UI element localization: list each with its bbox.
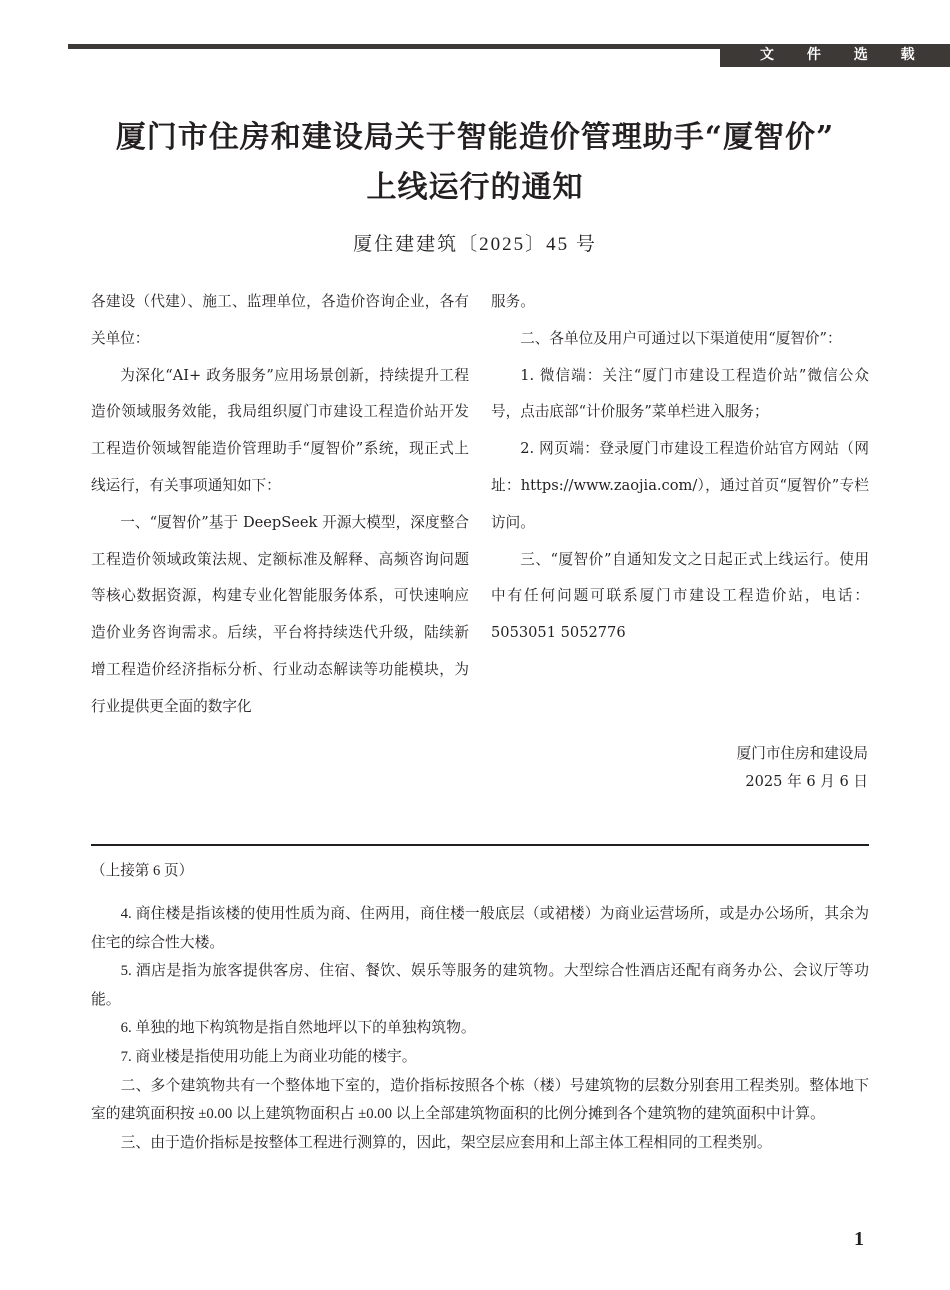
section-divider xyxy=(91,844,869,846)
section-two-paragraph: 二、各单位及用户可通过以下渠道使用“厦智价”： xyxy=(520,329,842,347)
continuation-body xyxy=(91,900,869,1157)
header-rule xyxy=(68,44,728,49)
continuation-paragraph: 6. 单独的地下构筑物是指自然地坪以下的单独构筑物。 xyxy=(120,1020,476,1037)
section-three-paragraph: 三、“厦智价”自通知发文之日起正式上线运行。使用中有任何问题可联系厦门市建设工程造价站，电话：5053051 5052776 xyxy=(491,550,869,642)
continuation-note: （上接第 6 页） xyxy=(91,863,194,879)
wechat-channel-paragraph: 1. 微信端：关注“厦门市建设工程造价站”微信公众号，点击底部“计价服务”菜单栏进入服务； xyxy=(491,366,869,421)
addressee: 各建设（代建）、施工、监理单位，各造价咨询企业，各有关单位： xyxy=(91,293,469,347)
continuation-paragraph: 5. 酒店是指为旅客提供客房、住宿、餐饮、娱乐等服务的建筑物。大型综合性酒店还配有商务办公、会议厅等功能。 xyxy=(91,963,869,1008)
right-column xyxy=(491,284,869,652)
intro-paragraph: 为深化“AI+ 政务服务”应用场景创新，持续提升工程造价领域服务效能，我局组织厦门市建设工程造价站开发工程造价领域智能造价管理助手“厦智价”系统，现正式上线运行，有关事项通知如下： xyxy=(91,366,469,494)
signature-date: 2025 年 6 月 6 日 xyxy=(745,773,868,790)
document-title-line1: 厦门市住房和建设局关于智能造价管理助手“厦智价” xyxy=(115,120,835,155)
section-one-paragraph: 一、“厦智价”基于 DeepSeek 开源大模型，深度整合工程造价领域政策法规、定额标准及解释、高频咨询问题等核心数据资源，构建专业化智能服务体系，可快速响应造价业务咨询需求。后续，平台将持续迭代升级，陆续新增工程造价经济指标分析、行业动态解读等功能模块，为行业提供更全面的数字化 xyxy=(91,513,469,715)
page-number: 1 xyxy=(854,1228,864,1250)
left-column xyxy=(91,284,469,726)
document-number: 厦住建建筑〔2025〕45 号 xyxy=(353,234,597,255)
continuation-paragraph: 二、多个建筑物共有一个整体地下室的，造价指标按照各个栋（楼）号建筑物的层数分别套用工程类别。整体地下室的建筑面积按 ±0.00 以上建筑物面积占 ±0.00 以上全部建筑物面积的比例分摊到各个建筑物的建筑面积中计算。 xyxy=(91,1077,869,1123)
web-channel-paragraph: 2. 网页端：登录厦门市建设工程造价站官方网站（网址：https://www.zaojia.com/），通过首页“厦智价”专栏访问。 xyxy=(491,440,869,531)
continuation-paragraph: 7. 商业楼是指使用功能上为商业功能的楼宇。 xyxy=(120,1048,417,1065)
section-one-continuation: 服务。 xyxy=(491,293,535,310)
document-title-line2: 上线运行的通知 xyxy=(366,170,584,205)
continuation-paragraph: 4. 商住楼是指该楼的使用性质为商、住两用，商住楼一般底层（或裙楼）为商业运营场所，或是办公场所，其余为住宅的综合性大楼。 xyxy=(91,906,869,951)
signature-organization: 厦门市住房和建设局 xyxy=(736,745,868,762)
continuation-paragraph: 三、由于造价指标是按整体工程进行测算的，因此，架空层应套用和上部主体工程相同的工程类别。 xyxy=(120,1134,772,1151)
section-label: 文 件 选 载 xyxy=(720,44,950,67)
